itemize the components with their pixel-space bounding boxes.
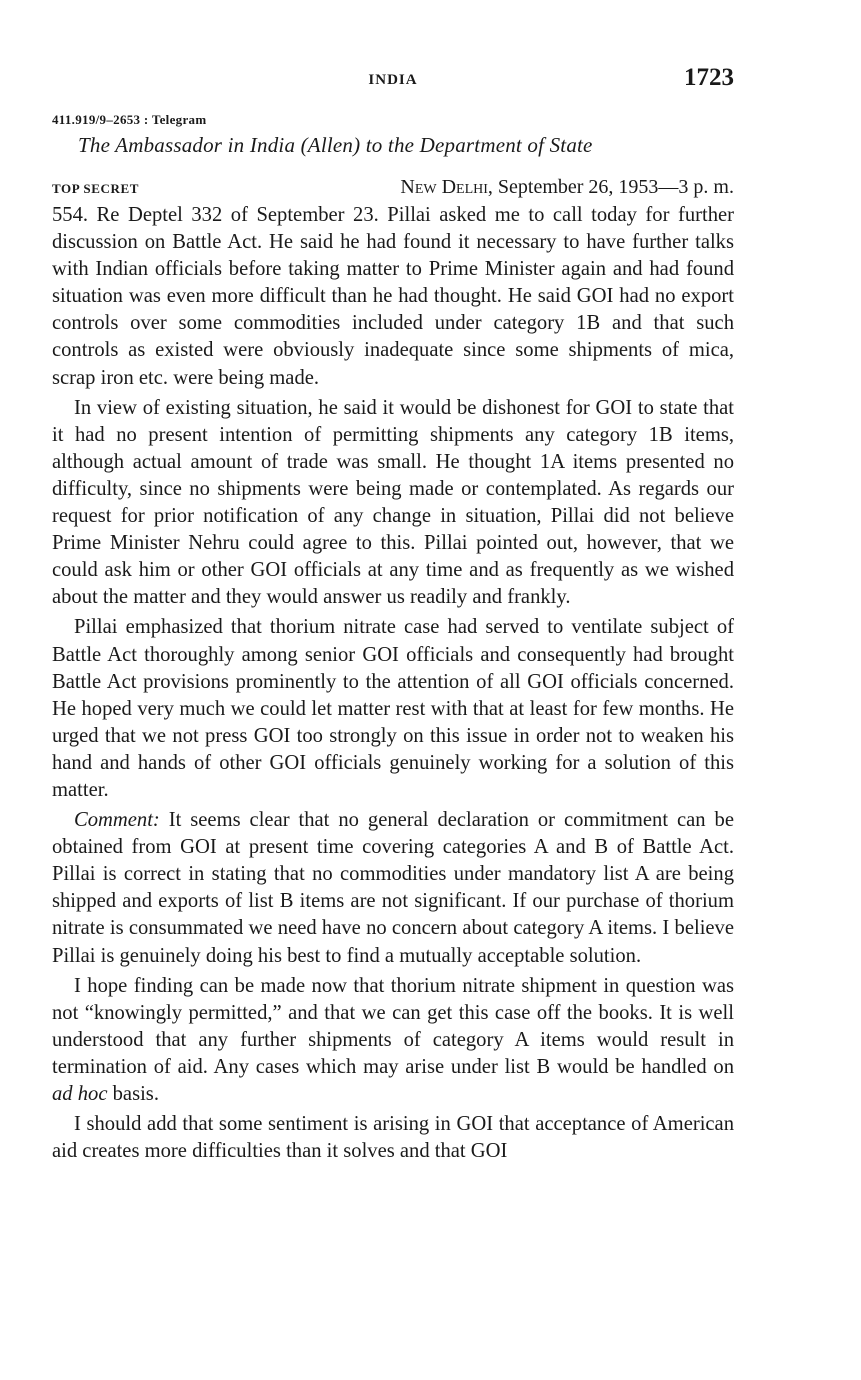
dateline-city: New Delhi, <box>400 176 493 198</box>
paragraph-5 <box>52 973 734 1108</box>
paragraph-3: Pillai emphasized that thorium nitrate case had served to ventilate subject of Battle Act thoroughly among senior GOI officials and consequently had brought Battle Act provisions prominently to the attention of all GOI officials concerned. He hoped very much we could let matter rest with that at least for few months. He urged that we not press GOI too strongly on this issue in order not to weaken his hand and hands of other GOI officials genuinely working for a solution of this matter. <box>52 616 734 801</box>
classification-label: TOP SECRET <box>52 181 140 196</box>
dateline <box>400 176 734 199</box>
page-number: 1723 <box>684 64 734 91</box>
paragraph-comment <box>52 807 734 970</box>
paragraph-5-text-a: I hope finding can be made now that thorium nitrate shipment in question was not “knowingly permitted,” and that we can get this case off the books. It is well understood that any further shipments of category A items would result in termination of aid. Any cases which may arise under list B would be handled on <box>52 974 734 1078</box>
document-page <box>52 60 734 1168</box>
document-heading: The Ambassador in India (Allen) to the Department of State <box>78 133 593 157</box>
paragraph-2: In view of existing situation, he said it would be dishonest for GOI to state that it had no present intention of permitting shipments any category 1B items, although actual amount of trade was small. He thought 1A items presented no difficulty, since no shipments were being made or contemplated. As regards our request for prior notification of any change in situation, Pillai did not believe Prime Minister Nehru could agree to this. Pillai pointed out, however, that we could ask him or other GOI officials at any time and as frequently as we wished about the matter and they would answer us readily and frankly. <box>52 396 734 609</box>
document-reference: 411.919/9–2653 : Telegram <box>52 112 207 127</box>
paragraph-5-text-b: basis. <box>107 1083 159 1105</box>
paragraph-6: I should add that some sentiment is arising in GOI that acceptance of American aid creates more difficulties than it solves and that GOI <box>52 1113 734 1163</box>
running-head <box>52 60 734 100</box>
comment-label: Comment: <box>74 809 160 832</box>
dateline-date-time: September 26, 1953—3 p. m. <box>492 176 734 198</box>
comment-text: It seems clear that no general declaration or commitment can be obtained from GOI at present time covering categories A and B of Battle Act. Pillai is correct in stating that no commodities under mandatory list A are being shipped and exports of list B items are not significant. If our purchase of thorium nitrate is consummated we need have no concern about category A items. I believe Pillai is genuinely doing his best to find a mutually acceptable solution. <box>52 809 734 967</box>
dateline-row <box>52 176 734 202</box>
paragraph-1: 554. Re Deptel 332 of September 23. Pillai asked me to call today for further discussion on Battle Act. He said he had found it necessary to have further talks with Indian officials before taking matter to Prime Minister again and had found situation was even more difficult than he had thought. He said GOI had no export controls over some commodities included under category 1B and that such controls as existed were obviously inadequate since some shipments of mica, scrap iron etc. were being made. <box>52 204 734 389</box>
running-title: INDIA <box>368 72 418 88</box>
telegram-body <box>52 202 734 1165</box>
ad-hoc-term: ad hoc <box>52 1083 108 1105</box>
